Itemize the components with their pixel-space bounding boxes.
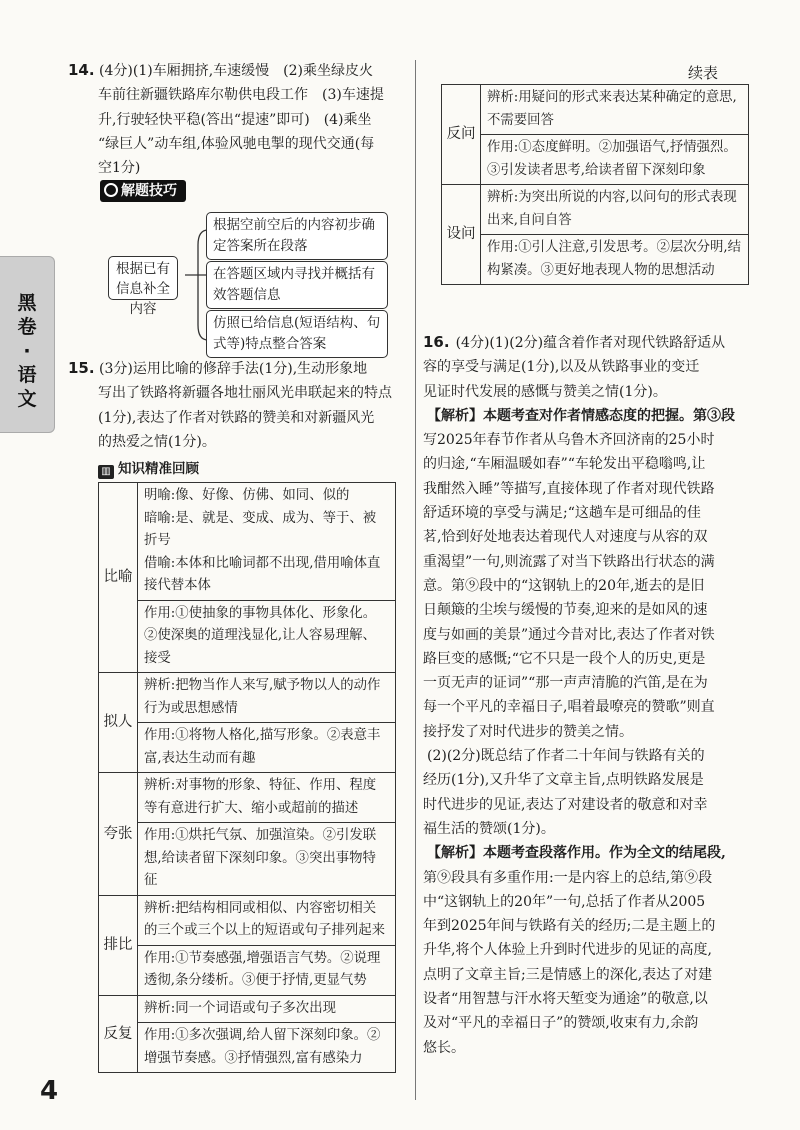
table-row [442,185,749,235]
tip-badge-label: 解题技巧 [121,183,177,199]
side-tab-char: 卷 [17,316,37,338]
question-16 [423,330,768,1060]
table-row [99,945,396,995]
answer-line: 接抒发了对时代进步的赞美之情。 [423,723,633,740]
cell-text: 辨析:对事物的形象、特征、作用、程度等有意进行扩大、缩小或超前的描述 [144,778,377,816]
cell-text: 辨析:用疑问的形式来表达某种确定的意思,不需要回答 [487,90,737,128]
cell-text: 辨析:同一个词语或句子多次出现 [144,1000,336,1016]
answer-line: 车前往新疆铁路库尔勒供电段工作 (3)车速提 [98,87,384,104]
answer-line: 年到2025年间与铁路有关的经历;二是主题上的 [423,918,716,935]
answer-line: 【解析】本题考查段落作用。作为全文的结尾段, [427,845,726,862]
answer-line: 空1分) [98,160,141,177]
cell-text: 暗喻:是、就是、变成、成为、等于、被折号 [144,510,377,548]
table-row [99,723,396,773]
device-name: 反问 [442,85,481,185]
answer-line: 一页无声的证词”“那一声声清脆的汽笛,是在为 [423,675,708,692]
table-row [99,773,396,823]
answer-line: (4分)(1)(2分)蕴含着作者对现代铁路舒适从 [455,335,726,351]
answer-line: 每一个平凡的幸福日子,唱着最嘹亮的赞歌”则直 [423,699,715,716]
answer-line: 【解析】本题考查对作者情感态度的把握。第③段 [427,407,735,424]
tip-step-3: 仿照已给信息(短语结构、句式等)特点整合答案 [206,310,388,358]
answer-line: 写2025年春节作者从乌鲁木齐回济南的25小时 [423,432,715,449]
side-tab-char: 文 [17,388,37,410]
table-cell [481,185,749,235]
table-row [99,823,396,896]
table-cell [481,135,749,185]
answer-line: 我酣然入睡”等描写,直接体现了作者对现代铁路 [423,480,715,497]
answer-line: 意。第⑨段中的“这钢轨上的20年,逝去的是旧 [423,577,705,594]
answer-line: “绿巨人”动车组,体验风驰电掣的现代交通(每 [98,135,375,152]
answer-line: 升华,将个人体验上升到时代进步的见证的高度, [423,942,712,959]
device-name: 排比 [99,895,138,995]
tip-main-box: 根据已有信息补全内容 [108,256,178,300]
table-row [99,1023,396,1073]
table-cell [138,823,396,896]
answer-line: 升,行驶轻快平稳(答出“提速”即可) (4)乘坐 [98,111,372,128]
table-row [442,235,749,285]
answer-line: 路巨变的感慨;“它不只是一段个人的历史,更是 [423,650,706,667]
table-row [99,895,396,945]
tip-step-1: 根据空前空后的内容初步确定答案所在段落 [206,212,388,260]
cell-text: 明喻:像、好像、仿佛、如同、似的 [144,488,350,503]
answer-line: (1分),表达了作者对铁路的赞美和对新疆风光 [98,409,375,426]
book-icon: ▥ [98,465,114,479]
answer-line: 见证时代发展的感慨与赞美之情(1分)。 [423,383,667,400]
page-number: 4 [40,1076,59,1106]
question-number: 14. [68,61,95,79]
device-name: 设问 [442,185,481,285]
table-cell [138,723,396,773]
tip-step-2: 在答题区域内寻找并概括有效答题信息 [206,261,388,309]
cell-text: 辨析:把结构相同或相似、内容密切相关的三个或三个以上的短语或句子排列起来 [144,900,386,938]
continued-label: 续表 [688,64,719,82]
side-tab-char: 黑 [17,292,37,314]
table-cell [138,773,396,823]
table-cell [138,1023,396,1073]
answer-line: 的热爱之情(1分)。 [98,433,216,450]
cell-text: 作用:①将物人格化,描写形象。②表意丰富,表达生动而有趣 [144,728,381,766]
side-tab-char: 语 [17,364,37,386]
cell-text: 辨析:为突出所说的内容,以问句的形式表现出来,自问自答 [487,190,737,228]
side-tab [0,256,55,433]
question-15 [68,356,408,454]
device-name: 比喻 [99,483,138,673]
question-number: 15. [68,359,95,377]
answer-line: 舒适环境的享受与满足;“这趟车是可细品的佳 [423,505,701,522]
device-name: 拟人 [99,673,138,773]
answer-line: (3分)运用比喻的修辞手法(1分),生动形象地 [99,361,368,377]
answer-line: 设者“用智慧与汗水将天堑变为通途”的敬意,以 [423,991,708,1008]
table-cell [138,483,396,601]
device-name: 夸张 [99,773,138,896]
answer-line: 福生活的赞颂(1分)。 [423,820,555,837]
rhetoric-table [98,482,396,1073]
key-icon [104,183,118,197]
column-divider [415,60,416,1100]
table-row [99,995,396,1023]
table-cell [138,895,396,945]
table-row [99,483,396,601]
table-row [442,135,749,185]
answer-line: 第⑨段具有多重作用:一是内容上的总结,第⑨段 [423,869,713,886]
answer-line: 时代进步的见证,表达了对建设者的敬意和对幸 [423,796,708,813]
table-cell [481,235,749,285]
answer-line: 的归途,“车厢温暖如春”“车轮发出平稳嗡鸣,让 [423,456,706,473]
cell-text: 作用:①节奏感强,增强语言气势。②说理透彻,条分缕析。③便于抒情,更显气势 [144,950,381,988]
answer-line: 容的享受与满足(1分),以及从铁路事业的变迁 [423,359,700,376]
table-cell [138,600,396,673]
cell-text: 借喻:本体和比喻词都不出现,借用喻体直接代替本体 [144,555,381,593]
cell-text: 作用:①使抽象的事物具体化、形象化。②使深奥的道理浅显化,让人容易理解、接受 [144,605,377,666]
table-cell [138,673,396,723]
answer-line: 悠长。 [423,1039,465,1056]
table-row [442,85,749,135]
answer-line: 日颠簸的尘埃与缓慢的节奏,迎来的是如风的速 [423,602,708,619]
answer-line: 经历(1分),又升华了文章主旨,点明铁路发展是 [423,772,704,789]
answer-line: 重渴望”一句,则流露了对当下铁路出行状态的满 [423,553,715,570]
cell-text: 作用:①引人注意,引发思考。②层次分明,结构紧凑。③更好地表现人物的思想活动 [487,240,742,278]
table-cell [138,995,396,1023]
table-row [99,600,396,673]
review-title [98,457,199,479]
side-tab-char: · [23,340,31,362]
tip-badge [100,180,186,202]
rhetoric-table-continued [441,84,749,285]
answer-line: 度与如画的美景”通过今昔对比,表达了作者对铁 [423,626,715,643]
cell-text: 作用:①态度鲜明。②加强语气,抒情强烈。③引发读者思考,给读者留下深刻印象 [487,140,737,178]
answer-line: (4分)(1)车厢拥挤,车速缓慢 (2)乘坐绿皮火 [99,63,373,79]
answer-line: 中“这钢轨上的20年”一句,总括了作者从2005 [423,893,706,910]
cell-text: 作用:①多次强调,给人留下深刻印象。②增强节奏感。③抒情强烈,富有感染力 [144,1028,381,1066]
cell-text: 作用:①烘托气氛、加强渲染。②引发联想,给读者留下深刻印象。③突出事物特征 [144,828,377,888]
table-cell [481,85,749,135]
answer-line: 茗,恰到好处地表达着现代人对速度与从容的双 [423,529,708,546]
table-row [99,673,396,723]
cell-text: 辨析:把物当作人来写,赋予物以人的动作行为或思想感情 [144,678,381,716]
answer-line: (2)(2分)既总结了作者二十年间与铁路有关的 [427,748,705,765]
answer-line: 点明了文章主旨;三是情感上的深化,表达了对建 [423,966,713,983]
question-number: 16. [423,333,450,351]
review-title-label: 知识精准回顾 [118,461,199,477]
answer-line: 及对“平凡的幸福日子”的赞颂,收束有力,余韵 [423,1015,699,1032]
table-cell [138,945,396,995]
device-name: 反复 [99,995,138,1073]
answer-line: 写出了铁路将新疆各地壮丽风光串联起来的特点 [98,385,392,402]
question-14 [68,58,408,180]
